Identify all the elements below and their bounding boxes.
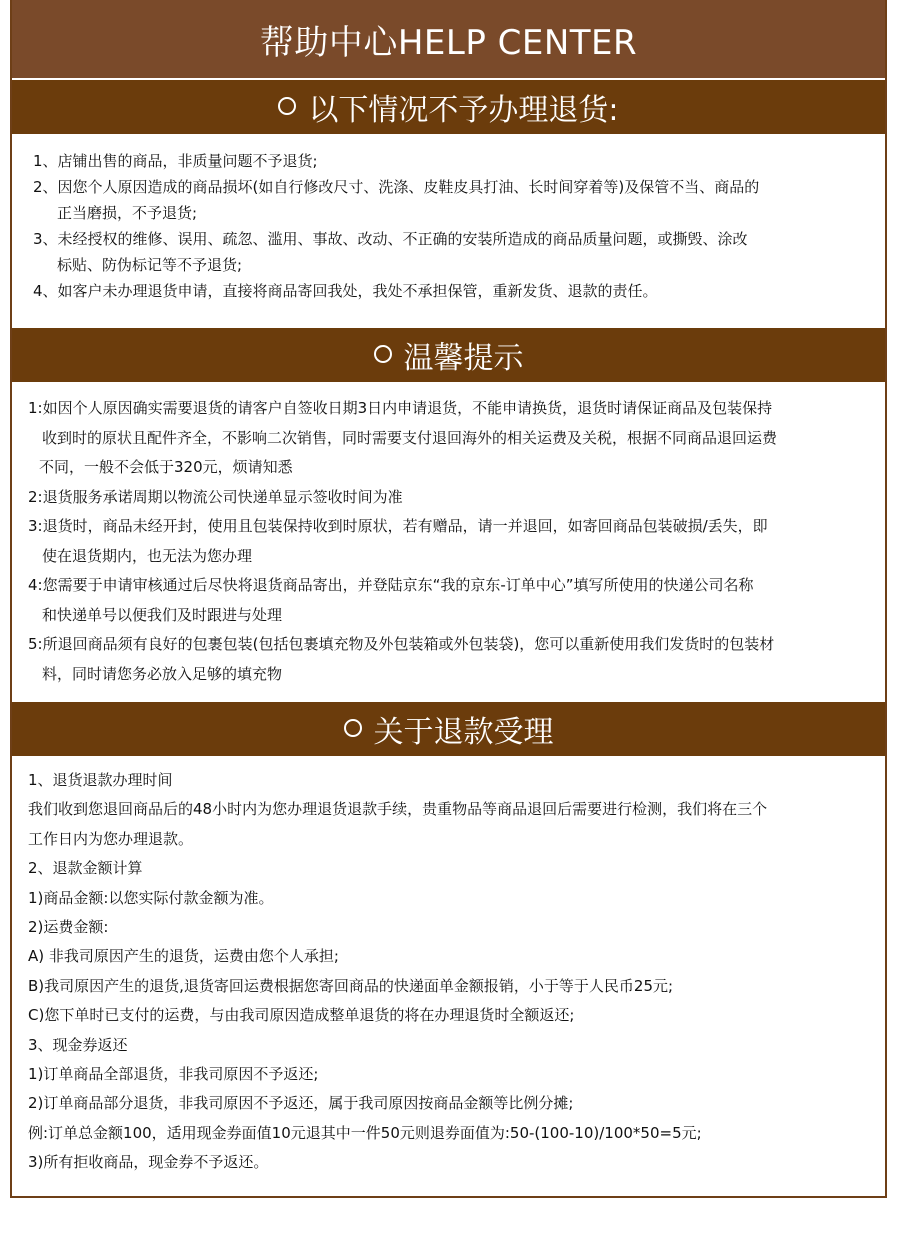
section-title: 温馨提示 xyxy=(403,341,524,376)
page-title-text: 帮助中心HELP CENTER xyxy=(259,22,638,63)
list-item-continuation: 和快递单号以便我们及时跟进与处理 xyxy=(42,605,283,624)
list-item-continuation: 使在退货期内，也无法为您办理 xyxy=(42,546,253,565)
circle-icon xyxy=(344,719,362,737)
list-item: 2、因您个人原因造成的商品损坏(如自行修改尺寸、洗涤、皮鞋皮具打油、长时间穿着等)及保管不当、商品的 xyxy=(33,178,760,196)
list-item: 2)运费金额: xyxy=(28,917,109,936)
circle-icon xyxy=(278,97,296,115)
page-title xyxy=(12,0,885,78)
help-center-panel xyxy=(10,0,887,1198)
list-item: 4:您需要于申请审核通过后尽快将退货商品寄出，并登陆京东“我的京东-订单中心”填写所使用的快递公司名称 xyxy=(28,576,754,594)
refund-content xyxy=(12,766,885,1177)
list-item: 2、退款金额计算 xyxy=(28,859,143,878)
section-title: 关于退款受理 xyxy=(373,715,554,750)
list-item: A) 非我司原因产生的退货，运费由您个人承担; xyxy=(28,947,339,966)
tips-content xyxy=(12,394,885,689)
list-item-continuation: 标贴、防伪标记等不予退货; xyxy=(57,256,243,274)
list-item: 2)订单商品部分退货，非我司原因不予返还，属于我司原因按商品金额等比例分摊; xyxy=(28,1094,574,1113)
no-return-conditions xyxy=(12,148,885,304)
list-item: 5:所退回商品须有良好的包裹包装(包括包裹填充物及外包装箱或外包装袋)，您可以重新使用我们发货时的包装材 xyxy=(28,635,775,653)
list-item-continuation: 收到时的原状且配件齐全，不影响二次销售，同时需要支付退回海外的相关运费及关税，根据不同商品退回运费 xyxy=(42,428,778,447)
list-item-continuation: 不同，一般不会低于320元，烦请知悉 xyxy=(39,458,293,476)
list-item-continuation: 正当磨损，不予退货; xyxy=(57,204,198,222)
list-item: 2:退货服务承诺周期以物流公司快递单显示签收时间为准 xyxy=(28,487,403,506)
list-item: 1)商品金额:以您实际付款金额为准。 xyxy=(28,888,274,907)
section-header-tips xyxy=(12,328,885,382)
circle-icon xyxy=(374,345,392,363)
list-item: 1:如因个人原因确实需要退货的请客户自签收日期3日内申请退货，不能申请换货，退货时请保证商品及包装保持 xyxy=(28,399,773,417)
list-item-continuation: 料，同时请您务必放入足够的填充物 xyxy=(42,664,283,683)
list-item: 我们收到您退回商品后的48小时内为您办理退货退款手续，贵重物品等商品退回后需要进行检测，我们将在三个 xyxy=(28,800,768,819)
list-item: C)您下单时已支付的运费，与由我司原因造成整单退货的将在办理退货时全额返还; xyxy=(28,1006,575,1025)
list-item: 4、如客户未办理退货申请，直接将商品寄回我处，我处不承担保管，重新发货、退款的责任。 xyxy=(33,282,658,300)
list-item: 3:退货时，商品未经开封，使用且包装保持收到时原状，若有赠品，请一并退回，如寄回商品包装破损/丢失，即 xyxy=(28,517,768,535)
list-item: 1、店铺出售的商品，非质量问题不予退货; xyxy=(33,152,318,170)
section-title: 以下情况不予办理退货: xyxy=(308,93,619,128)
section-header-refund xyxy=(12,702,885,756)
list-item: 1、退货退款办理时间 xyxy=(28,771,173,789)
list-item: B)我司原因产生的退货,退货寄回运费根据您寄回商品的快递面单金额报销，小于等于人民币25元; xyxy=(28,976,674,995)
list-item: 例:订单总金额100，适用现金券面值10元退其中一件50元则退券面值为:50-(100-10)/100*50=5元; xyxy=(28,1123,702,1142)
section-header-no-return xyxy=(12,80,885,134)
list-item: 3、未经授权的维修、误用、疏忽、滥用、事故、改动、不正确的安装所造成的商品质量问题，或撕毁、涂改 xyxy=(33,230,748,248)
list-item: 工作日内为您办理退款。 xyxy=(28,829,194,848)
list-item: 3、现金券返还 xyxy=(28,1035,128,1054)
list-item: 1)订单商品全部退货，非我司原因不予返还; xyxy=(28,1064,319,1083)
list-item: 3)所有拒收商品，现金券不予返还。 xyxy=(28,1153,269,1172)
